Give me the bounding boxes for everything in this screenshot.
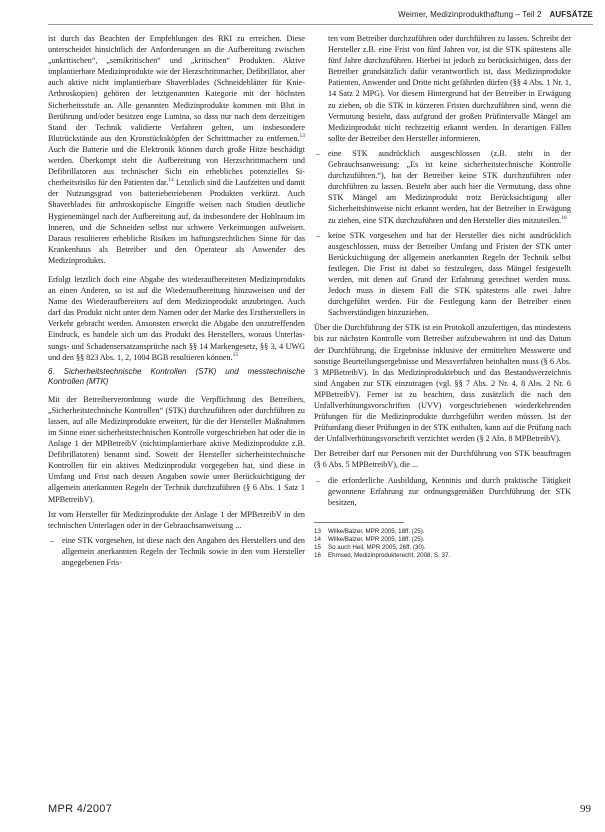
footnote-ref: 16 <box>561 214 567 221</box>
footnote-ref: 14 <box>168 177 174 184</box>
footnote: 13 Wilke/Balzer, MPR 2005, 18ff. (25). <box>314 527 425 535</box>
right-paragraph-2: Über die Durchführung der STK ist ein Protokoll anzufertigen, das mindestens bis zur nächsten Kontrolle vom Betreiber aufzubewahren ist und das Datum der Durchführung, die Ergebnisse inklusive der ermittelten Messwerte und sonstige Beurteilungsergebnisse und Messverfahren beinhalten muss (§ 6 Abs. 3 MPBetreibV). In das Medizinproduktebuch und das Bestandsverzeichnis sind Angaben zur STK einzutragen (vgl. §§ 7 Abs. 2 Nr. 4, 8 Abs. 2 Nr. 6 MPBetreibV). Ferner ist zu beachten, dass zusätzlich die nach den Unfallverhütungsvorschriften (UVV) vorgeschriebenen wiederkehrenden Prüfungen für die Medizinprodukte durchgeführt werden müssen. Ist der Prüfumfang dieser Prüfungen in der STK enthalten, kann auf die Prüfung nach der Unfallverhütungsvorschrift verzichtet werden (§ 2 Abs. 8 MPBetreibV). <box>314 323 571 444</box>
footnote: 15 So auch Heil, MPR 2005, 26ff. (30). <box>314 544 426 552</box>
list-item: – eine STK ausdrücklich ausgeschlossen (z.B. steht in der Gebrauchsanweisung: „Es ist keine sicherheitstechnische Kontrolle durchzuführen.“), hat der Betreiber keine STK durchzuführen oder durchführen zu lassen. Besteht aber auch hier die Vermutung, dass ohne STK Mängel am Medizinprodukt trotz Berücksichtigung aller Sicherheitshinweise nicht erkannt werden, hat der Betreiber in Erwägung zu ziehen, eine STK durchzuführen und den Hersteller dies mitzuteilen.$^{16}$ <box>314 148 571 226</box>
left-column <box>48 33 305 572</box>
footnote: 16 Ehmsed, Medizinprodukterecht, 2008, S. 37. <box>314 552 451 560</box>
left-paragraph-4: Ist vom Hersteller für Medizinprodukte der Anlage 1 der MPBetreibV in den technischen Unterlagen oder in der Gebrauchsanweisung ... <box>48 509 305 530</box>
right-paragraph-1: ten vom Betreiber durchzuführen oder durchführen zu lassen. Schreibt der Hersteller z.B. eine Frist von fünf Jahren vor, ist die STK spätestens alle fünf Jahre durchzuführen. Hierbei ist jedoch zu berücksichtigen, dass der Betreiber grundsätzlich dafür verantwortlich ist, dass Medizinprodukte Patienten, Anwender und Dritte nicht gefährden dürfen (§§ 4 Abs. 1 Nr. 1, 14 Satz 2 MPG). Vor diesem Hintergrund hat der Betreiber in Erwägung zu ziehen, ob die STK in kürzeren Fristen durchzuführen sind, wenn die Vermutung besteht, dass aufgrund der großen Prüfintervalle Mängel am Medizinprodukt nicht rechtzeitig erkannt werden. In derartigen Fällen sollte der Betreiber den Hersteller informieren. <box>328 34 571 143</box>
left-paragraph-3: Mit der Betreiberverordnung wurde die Verpflichtung des Betreibers, „Sicherheitstechnische Kontrollen“ (STK) durchzuführen oder durchführen zu lassen, auf alle Medizinprodukte erweitert, für die der Hersteller Maßnahmen im Sinne einer sicherheitstechnischen Kontrolle vorgeschrieben hat oder die in Anlage 1 der MPBetreibV (nichtimplantierbare aktive Medizinprodukte z.B. Defibrillatoren) benannt sind. Soweit der Hersteller sicherheitstechnische Kontrollen für ein aktives Medizinprodukt vorgegeben hat, sind diese in Umfang und Frist nach dessen Angaben sowie unter Berücksichtigung der allgemein anerkannten Regeln der Technik durchzuführen (§ 6 Abs. 1 Satz 1 MPBetreibV). <box>48 394 305 504</box>
list-item: – eine STK vorgesehen, ist diese nach den Angaben des Herstellers und den allgemein anerkannten Regeln der Technik sowie in den vom Hersteller angegebenen Fris- <box>48 535 305 568</box>
left-paragraph-2: Erfolgt letztlich doch eine Abgabe des wiederaufbereiteten Medizinprodukts an einen Anderen, so ist auf die Wiederaufbereitung hinzuweisen und der Name des Wiederaufbereiters auf dem Medizinprodukt anzubringen. Auch darf das Produkt nicht unter dem Namen oder der Marke des Erstherstellers in Verkehr gebracht werden. Ansonsten erweckt die Abgabe den unzutreffenden Eindruck, es handele sich um das Produkt des Herstellers, woraus Unterlassungs- und Schadensersatzansprüche nach §§ 14 Markengesetz, §§ 3, 4 UWG und den §§ 823 Abs. 1, 2, 1004 BGB resultieren können.$^{15}$ <box>48 274 305 362</box>
list-item: – die erforderliche Ausbildung, Kenntnis und durch praktische Tätigkeit gewonnene Erfahrung zur ordnungsgemäßen Durchführung der STK besitzen, <box>314 475 571 508</box>
header-rule <box>48 24 593 25</box>
footnotes <box>314 528 571 561</box>
footnote: 14 Wilke/Balzer, MPR 2005, 18ff. (25). <box>314 536 425 544</box>
running-title: Weimer, Medizinprodukthaftung – Teil 2 <box>397 10 542 19</box>
footnote-ref: 15 <box>232 351 239 358</box>
left-paragraph-1: ist durch das Beachten der Empfehlungen des RKI zu erreichen. Diese unterscheidet hinsichtlich der Anforderungen an die Aufbereitung zwischen „unkritischen“, „semikritischen“ und „kritischen“ Produkten. Aktive implantierbare Medizinprodukte wie der Herzschrittmacher, Defibrillator, aber auch aktive nicht implantierbare Shaverblades (Schneideblätter für Knie-Arthroskopien) gehören der letztgenannten Kategorie mit der höchsten Sicherheitsstufe an. Alle genannten Medizinprodukte kommen mit Blut in Berührung und/oder besitzen enge Lumina, so dass nur nach dem derzeitigen Stand der Technik validierte Verfahren gelten, um insbesondere Blutrückstände aus den Kronstücksköpfen der Schrittmacher zu entfernen.$^{13}$ Auch die Batterie und die Elektronik können durch große Hitze beschädigt werden. Überkompt steht die Aufbereitung von Herzschrittmachern und Defibrillatoren aus technischer Sicht ein erhebliches potenzielles Sicherheitsrisiko für den Patienten dar.$^{14}$ Letztlich sind die Laufzeiten und damit der Nutzungsgrad von batteriebetriebenen Produkten verkürzt. Auch Shaverblades für arthroskopische Eingriffe weisen nach Studien deutliche Hygienemängel nach der Aufbereitung auf, da insbesondere der Hohlraum im Inneren, und die Schneiden selbst nur schwere Verkeimungen aufweisen. Daraus resultieren erhebliche Risiken im haftungsrechtlichen Sinne für das Krankenhaus als Betreiber und den Operateur als Anwender des Medizinprodukts. <box>48 34 305 265</box>
right-column <box>314 33 571 561</box>
journal-issue: MPR 4/2007 <box>48 803 113 815</box>
list-item: – keine STK vorgesehen und hat der Hersteller dies nicht ausdrücklich ausgeschlossen, muss der Betreiber Umfang und Fristen der STK unter Berücksichtigung der allgemein anerkannten Regeln der Technik selbst festlegen. Die Frist ist dabei so festzulegen, dass Mängel festgestellt werden, mit denen auf Grund der Erfahrung gerechnet werden muss. Jedoch muss in diesem Fall die STK spätestens alle zwei Jahre durchgeführt werden. Für die Festlegung kann der Betreiber einen Sachverständigen hinzuziehen. <box>314 230 571 319</box>
section-heading: 6. Sicherheitstechnische Kontrollen (STK) und messtechnische Kontrollen (MTK) <box>48 366 305 387</box>
bullet-list-right <box>314 148 571 318</box>
running-head <box>293 10 593 19</box>
bullet-list-left <box>48 535 305 568</box>
right-paragraph-3: Der Betreiber darf nur Personen mit der Durchführung von STK beauftragen (§ 6 Abs. 5 MPBetreibV), die ... <box>314 449 571 470</box>
bullet-list-right-2 <box>314 475 571 508</box>
footnote-ref: 13 <box>299 132 305 139</box>
footnote-rule <box>314 522 404 523</box>
section-label: AUFSÄTZE <box>549 10 593 19</box>
page-number: 99 <box>580 803 591 815</box>
